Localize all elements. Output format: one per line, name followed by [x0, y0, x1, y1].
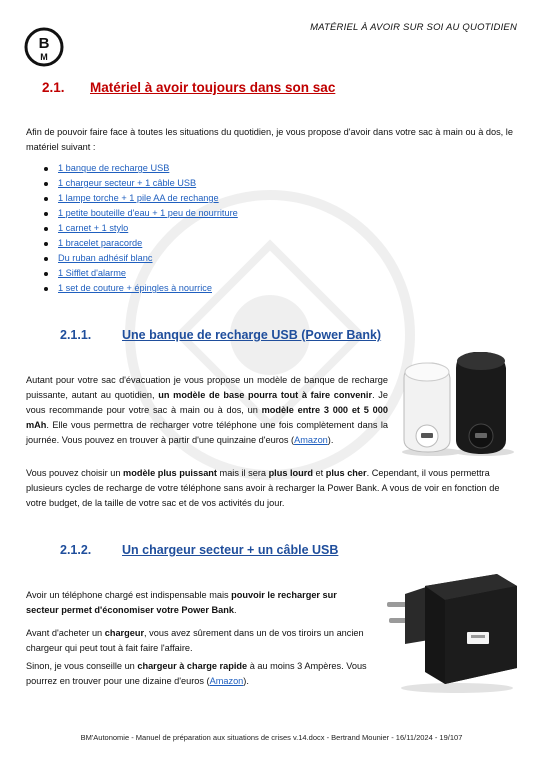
list-item-link[interactable]: 1 Sifflet d'alarme: [58, 268, 126, 278]
amazon-link[interactable]: Amazon: [294, 435, 328, 445]
power-bank-paragraph-1: Autant pour votre sac d'évacuation je vous propose un modèle de banque de recharge puissante, autant au quotidien, un modèle de base pourra tout à faire convenir. Je vous recommande pour votre sac à main ou à dos, un modèle entre 3 000 et 5 000 mAh. Elle vous permettra de recharger votre téléphone une fois complètement dans la journée. Vous pouvez en trouver à partir d'une quinzaine d'euros (Amazon).: [26, 375, 389, 445]
list-item[interactable]: [42, 281, 238, 296]
list-item-link[interactable]: Du ruban adhésif blanc: [58, 253, 153, 263]
amazon-link[interactable]: Amazon: [209, 676, 244, 686]
section-title: Matériel à avoir toujours dans son sac: [90, 80, 336, 95]
power-bank-paragraph-2: Vous pouvez choisir un modèle plus puissant mais il sera plus lourd et plus cher. Cependant, il vous permettra plusieurs cycles de recharge de votre téléphone sans avoir à recharger la Power Bank. A vous de voir en fonction de votre budget, de la taille de votre sac et de vos activités du jour.: [26, 468, 500, 508]
svg-text:M: M: [40, 52, 48, 62]
equipment-list: [42, 161, 238, 296]
list-item[interactable]: [42, 251, 238, 266]
intro-paragraph: Afin de pouvoir faire face à toutes les situations du quotidien, je vous propose d'avoir dans votre sac à main ou à dos, le matériel suivant :: [26, 127, 513, 152]
subsection-title: Une banque de recharge USB (Power Bank): [122, 328, 382, 342]
charger-paragraph-1: Avoir un téléphone chargé est indispensable mais pouvoir le recharger sur secteur permet d'économiser votre Power Bank.: [26, 590, 337, 615]
page-footer: BM'Autonomie - Manuel de préparation aux situations de crises v.14.docx - Bertrand Mounier - 16/11/2024 - 19/107: [80, 733, 463, 742]
list-item[interactable]: [42, 206, 238, 221]
charger-paragraph-3: Sinon, je vous conseille un chargeur à charge rapide à au moins 3 Ampères. Vous pourrez en trouver pour une dizaine d'euros (Amazon).: [26, 661, 367, 686]
list-item[interactable]: [42, 266, 238, 281]
list-item[interactable]: [42, 176, 238, 191]
list-item-link[interactable]: 1 petite bouteille d'eau + 1 peu de nourriture: [58, 208, 238, 218]
page-header-title: MATÉRIEL À AVOIR SUR SOI AU QUOTIDIEN: [310, 22, 517, 33]
svg-text:B: B: [38, 35, 50, 52]
subsection-title: Un chargeur secteur + un câble USB: [122, 543, 339, 557]
subsection-heading-charger: [60, 543, 338, 557]
charger-paragraph-2: Avant d'acheter un chargeur, vous avez sûrement dans un de vos tiroirs un ancien chargeur qui peut tout à fait faire l'affaire.: [26, 628, 364, 653]
section-heading: [42, 80, 335, 95]
section-number: 2.1.: [42, 80, 65, 95]
power-bank-image: [392, 348, 522, 458]
list-item-link[interactable]: 1 banque de recharge USB: [58, 163, 170, 173]
list-item-link[interactable]: 1 chargeur secteur + 1 câble USB: [58, 178, 197, 188]
subsection-heading-power-bank: [60, 328, 381, 342]
list-item-link[interactable]: 1 carnet + 1 stylo: [58, 223, 129, 233]
list-item[interactable]: [42, 221, 238, 236]
subsection-number: 2.1.2.: [60, 543, 92, 557]
subsection-number: 2.1.1.: [60, 328, 92, 342]
list-item-link[interactable]: 1 set de couture + épingles à nourrice: [58, 283, 212, 293]
list-item[interactable]: [42, 236, 238, 251]
list-item-link[interactable]: 1 bracelet paracorde: [58, 238, 143, 248]
list-item-link[interactable]: 1 lampe torche + 1 pile AA de rechange: [58, 193, 219, 203]
list-item[interactable]: [42, 161, 238, 176]
usb-charger-image: [385, 572, 525, 694]
list-item[interactable]: [42, 191, 238, 206]
bm-logo: [24, 27, 64, 67]
